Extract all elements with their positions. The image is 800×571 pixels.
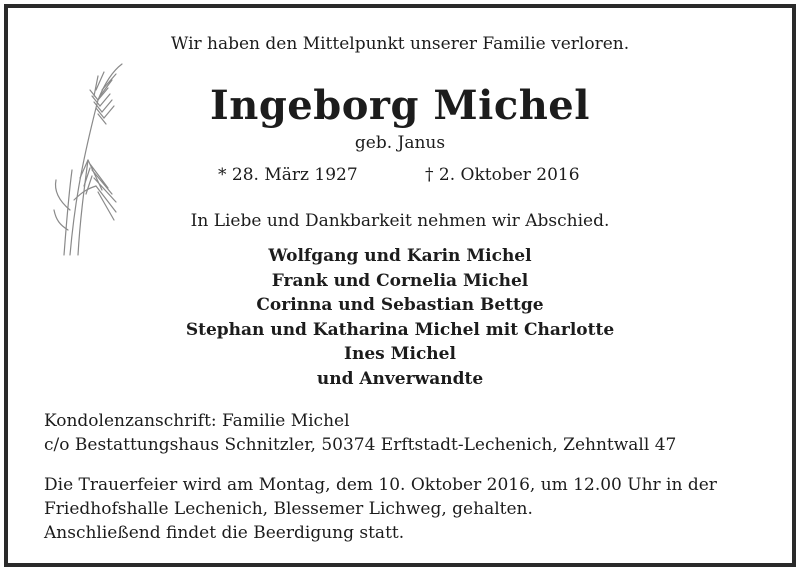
farewell-text: In Liebe und Dankbarkeit nehmen wir Abschied.	[190, 211, 610, 231]
deceased-name: Ingeborg Michel	[210, 82, 590, 129]
ceremony-line: Friedhofshalle Lechenich, Blessemer Lichweg, gehalten.	[44, 499, 533, 519]
death-date: † 2. Oktober 2016	[425, 165, 580, 185]
maiden-name: geb. Janus	[354, 133, 446, 153]
condolence-line: Kondolenzanschrift: Familie Michel	[44, 411, 350, 431]
ceremony-line: Anschließend findet die Beerdigung statt.	[44, 523, 405, 543]
mourner-name: Stephan und Katharina Michel mit Charlotte	[185, 319, 615, 340]
mourner-name: und Anverwandte	[316, 368, 484, 389]
mourner-name: Corinna und Sebastian Bettge	[256, 295, 544, 315]
ceremony-details	[44, 473, 774, 545]
birth-date: * 28. März 1927	[218, 165, 358, 185]
condolence-line: c/o Bestattungshaus Schnitzler, 50374 Erftstadt-Lechenich, Zehntwall 47	[44, 435, 677, 455]
mourner-name: Frank und Cornelia Michel	[271, 270, 529, 291]
mourners-list	[0, 244, 800, 391]
mourner-name: Wolfgang und Karin Michel	[268, 246, 532, 266]
condolence-address	[44, 409, 676, 457]
notice-headline: Wir haben den Mittelpunkt unserer Familie verloren.	[170, 34, 630, 54]
ceremony-line: Die Trauerfeier wird am Montag, dem 10. Oktober 2016, um 12.00 Uhr in der	[44, 475, 717, 495]
mourner-name: Ines Michel	[344, 344, 456, 364]
